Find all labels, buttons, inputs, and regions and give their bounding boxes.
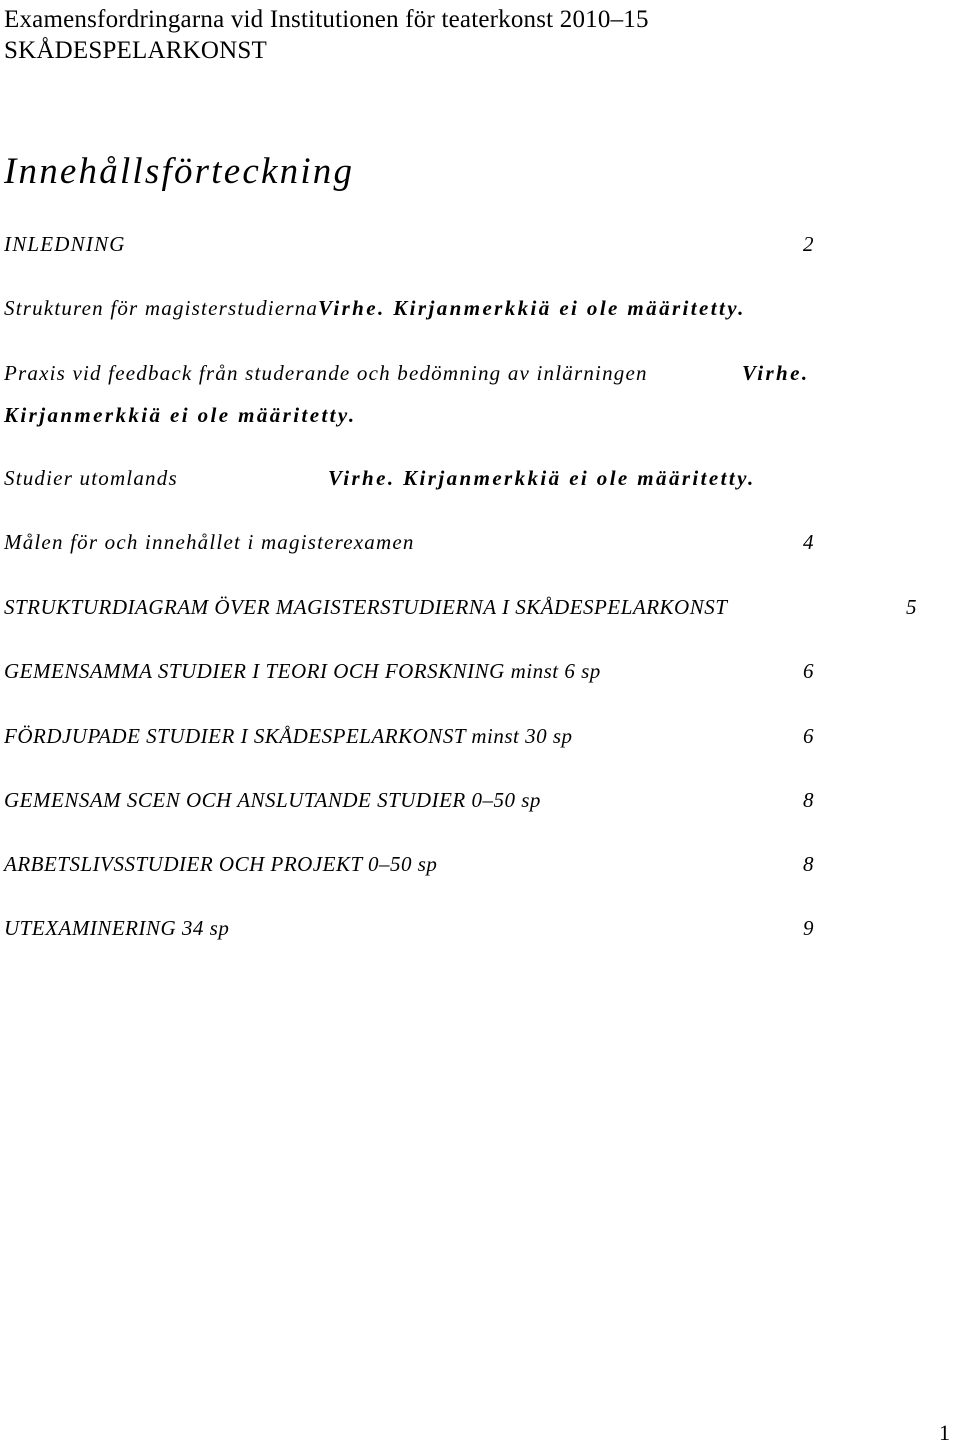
toc-entry-malen[interactable]: Målen för och innehållet i magisterexamen bbox=[4, 530, 415, 554]
toc-page-arbetslivsstudier: 8 bbox=[803, 852, 814, 876]
bookmark-error: Virhe. Kirjanmerkkiä ei ole määritetty. bbox=[318, 296, 746, 320]
page-number: 1 bbox=[939, 1420, 950, 1445]
document-header bbox=[4, 4, 649, 66]
toc-entry-gemensam-scen[interactable]: GEMENSAM SCEN OCH ANSLUTANDE STUDIER 0–50 sp bbox=[4, 788, 541, 812]
toc-entry-arbetslivsstudier[interactable]: ARBETSLIVSSTUDIER OCH PROJEKT 0–50 sp bbox=[4, 852, 438, 876]
bookmark-error-part1: Virhe. bbox=[742, 361, 810, 385]
toc-page-gemensam-scen: 8 bbox=[803, 788, 814, 812]
toc-page-gemensamma-studier: 6 bbox=[803, 659, 814, 683]
bookmark-error: Virhe. Kirjanmerkkiä ei ole määritetty. bbox=[328, 466, 756, 490]
toc-entry-utexaminering[interactable]: UTEXAMINERING 34 sp bbox=[4, 916, 230, 940]
toc-page-strukturdiagram: 5 bbox=[906, 595, 917, 619]
header-title: Examensfordringarna vid Institutionen för teaterkonst 2010–15 bbox=[4, 6, 649, 33]
toc-page-malen: 4 bbox=[803, 530, 814, 554]
toc-page-utexaminering: 9 bbox=[803, 916, 814, 940]
toc-entry-praxis[interactable] bbox=[4, 361, 648, 386]
toc-entry-label: Praxis vid feedback från studerande och bedömning av inlärningen bbox=[4, 361, 648, 385]
header-subtitle: SKÅDESPELARKONST bbox=[4, 37, 267, 64]
toc-entry-gemensamma-studier[interactable]: GEMENSAMMA STUDIER I TEORI OCH FORSKNING minst 6 sp bbox=[4, 659, 601, 683]
toc-entry-label: Strukturen för magisterstudierna bbox=[4, 296, 319, 320]
toc-entry-studier-utomlands[interactable]: Studier utomlands bbox=[4, 466, 178, 490]
toc-entry-inledning[interactable]: INLEDNING bbox=[4, 232, 126, 256]
toc-title: Innehållsförteckning bbox=[4, 151, 355, 192]
toc-entry-fordjupade-studier[interactable]: FÖRDJUPADE STUDIER I SKÅDESPELARKONST minst 30 sp bbox=[4, 724, 573, 748]
bookmark-error-part2: Kirjanmerkkiä ei ole määritetty. bbox=[4, 403, 357, 427]
toc-entry-strukturen[interactable] bbox=[4, 296, 746, 321]
toc-page-inledning: 2 bbox=[803, 232, 814, 256]
toc-page-fordjupade-studier: 6 bbox=[803, 724, 814, 748]
toc-entry-strukturdiagram[interactable]: STRUKTURDIAGRAM ÖVER MAGISTERSTUDIERNA I SKÅDESPELARKONST bbox=[4, 595, 728, 619]
